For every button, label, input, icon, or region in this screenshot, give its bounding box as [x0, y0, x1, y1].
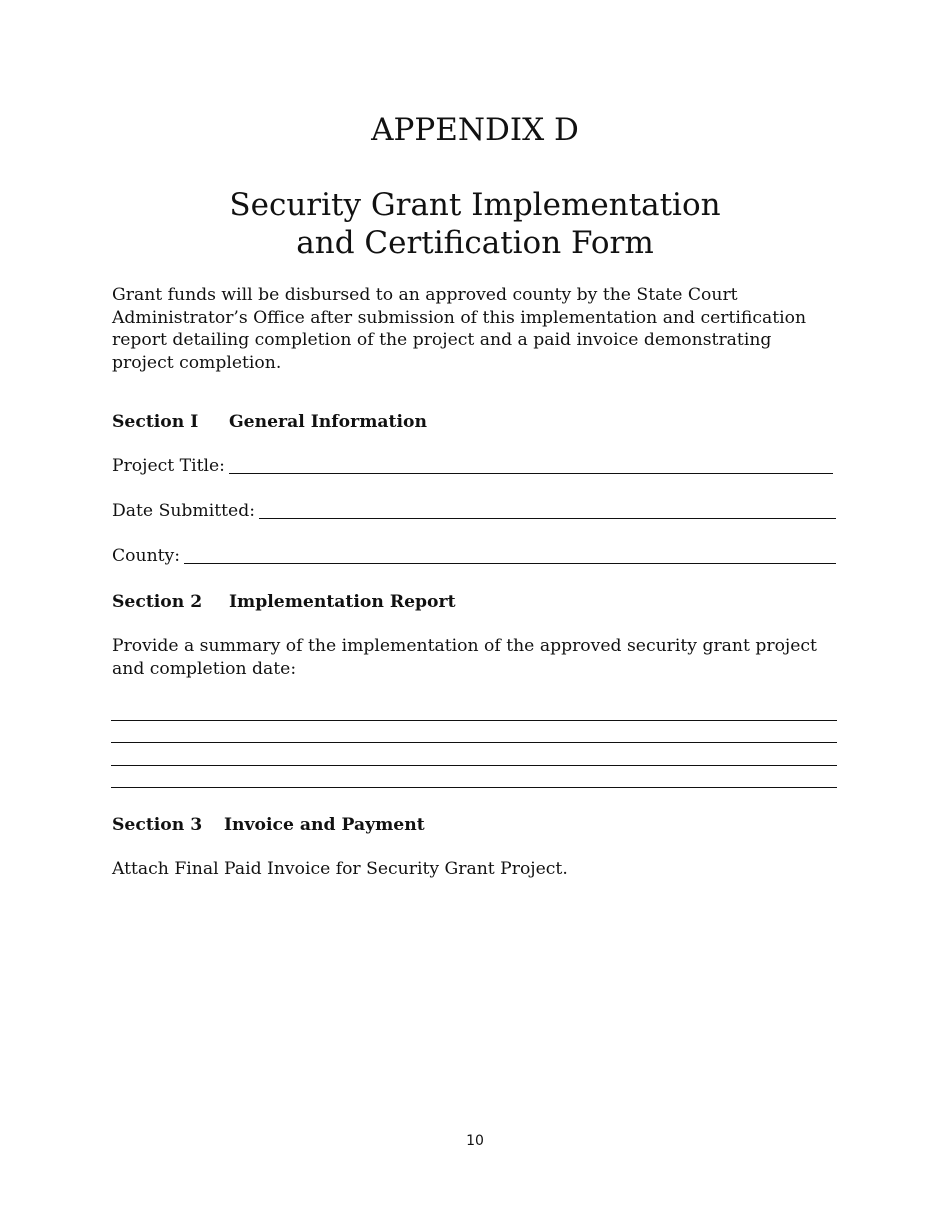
county-field[interactable]	[112, 545, 836, 567]
appendix-label: APPENDIX D	[371, 112, 579, 148]
project-title-label: Project Title:	[112, 456, 225, 476]
project-title-field[interactable]	[112, 455, 833, 477]
section-1-heading	[112, 411, 427, 433]
summary-line-3[interactable]	[111, 765, 837, 766]
county-label: County:	[112, 546, 181, 566]
section-3-title: Invoice and Payment	[224, 815, 425, 835]
form-title	[0, 186, 950, 262]
section-3-number: Section 3	[112, 815, 203, 835]
section-2-heading	[112, 591, 456, 613]
summary-line-2[interactable]	[111, 742, 837, 743]
summary-line-4[interactable]	[111, 787, 837, 788]
date-submitted-label: Date Submitted:	[112, 501, 255, 521]
summary-line-1[interactable]	[111, 720, 837, 721]
section-1-number: Section I	[112, 412, 199, 432]
section-3-heading	[112, 814, 425, 836]
intro-paragraph: Grant funds will be disbursed to an approved county by the State Court Administrator’s Office after submission of this implementation and certification report detailing completion of the project and a paid invoice demonstrating project completion.	[112, 285, 807, 373]
section-2-instruction: Provide a summary of the implementation of the approved security grant project and completion date:	[112, 636, 817, 679]
date-submitted-field[interactable]	[112, 500, 836, 522]
county-line[interactable]	[184, 546, 836, 564]
section-1-title: General Information	[229, 412, 427, 432]
date-submitted-line[interactable]	[259, 501, 836, 519]
form-title-line-2: and Certification Form	[296, 225, 654, 261]
section-2-number: Section 2	[112, 592, 203, 612]
page-number: 10	[466, 1133, 484, 1149]
section-2-title: Implementation Report	[229, 592, 456, 612]
section-3-instruction: Attach Final Paid Invoice for Security Grant Project.	[112, 859, 568, 879]
project-title-line[interactable]	[229, 456, 833, 474]
form-title-line-1: Security Grant Implementation	[229, 187, 721, 223]
